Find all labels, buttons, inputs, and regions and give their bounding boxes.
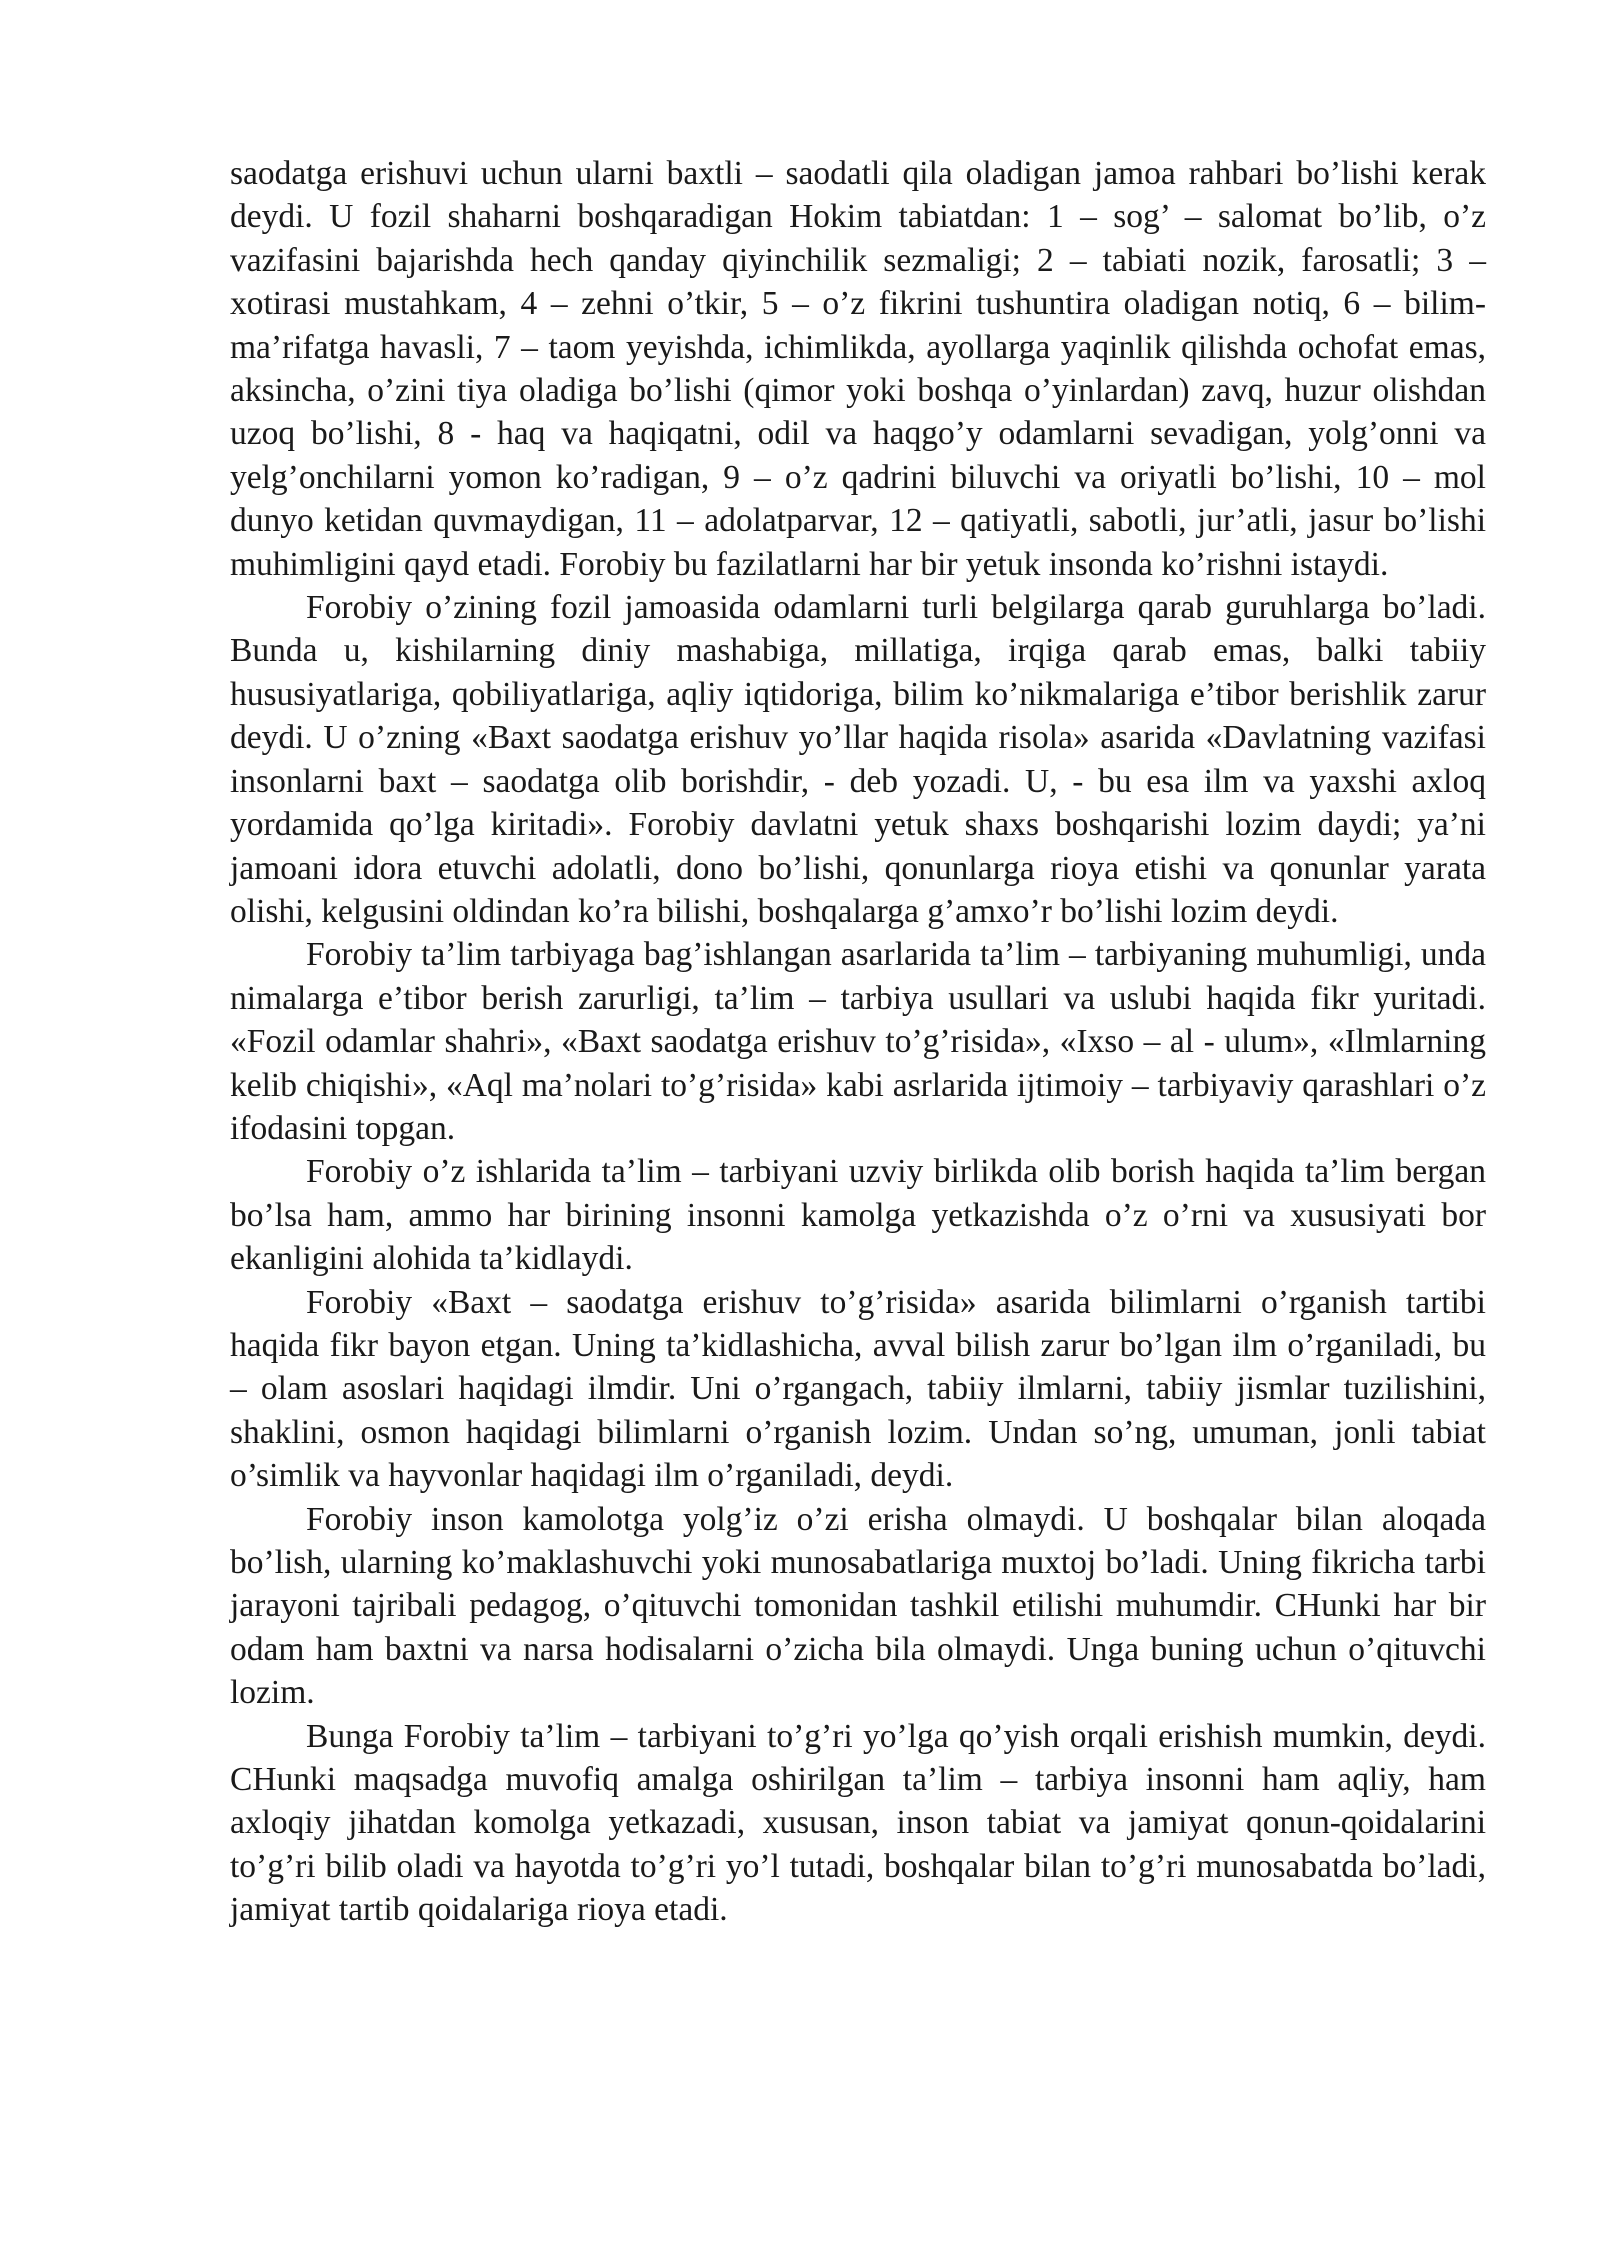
- paragraph: Forobiy o’zining fozil jamoasida odamlarni turli belgilarga qarab guruhlarga bo’ladi. Bunda u, kishilarning diniy mashabiga, millatiga, irqiga qarab emas, balki tabiiy hususiyatlariga, qobiliyatlariga, aqliy iqtidoriga, bilim ko’nikmalariga e’tibor berishlik zarur deydi. U o’zning «Baxt saodatga erishuv yo’llar haqida risola» asarida «Davlatning vazifasi insonlarni baxt – saodatga olib borishdir, - deb yozadi. U, - bu esa ilm va yaxshi axloq yordamida qo’lga kiritadi». Forobiy davlatni yetuk shaxs boshqarishi lozim daydi; ya’ni jamoani idora etuvchi adolatli, dono bo’lishi, qonunlarga rioya etishi va qonunlar yarata olishi, kelgusini oldindan ko’ra bilishi, boshqalarga g’amxo’r bo’lishi lozim deydi.: [230, 589, 1486, 930]
- paragraph: saodatga erishuvi uchun ularni baxtli – saodatli qila oladigan jamoa rahbari bo’lishi kerak deydi. U fozil shaharni boshqaradigan Hokim tabiatdan: 1 – sog’ – salomat bo’lib, o’z vazifasini bajarishda hech qanday qiyinchilik sezmaligi; 2 – tabiati nozik, farosatli; 3 – xotirasi mustahkam, 4 – zehni o’tkir, 5 – o’z fikrini tushuntira oladigan notiq, 6 – bilim-ma’rifatga havasli, 7 – taom yeyishda, ichimlikda, ayollarga yaqinlik qilishda ochofat emas, aksincha, o’zini tiya oladiga bo’lishi (qimor yoki boshqa o’yinlardan) zavq, huzur olishdan uzoq bo’lishi, 8 - haq va haqiqatni, odil va haqgo’y odamlarni sevadigan, yolg’onni va yelg’onchilarni yomon ko’radigan, 9 – o’z qadrini biluvchi va oriyatli bo’lishi, 10 – mol dunyo ketidan quvmaydigan, 11 – adolatparvar, 12 – qatiyatli, sabotli, jur’atli, jasur bo’lishi muhimligini qayd etadi. Forobiy bu fazilatlarni har bir yetuk insonda ko’rishni istaydi.: [230, 155, 1486, 583]
- paragraph: Forobiy o’z ishlarida ta’lim – tarbiyani uzviy birlikda olib borish haqida ta’lim bergan bo’lsa ham, ammo har birining insonni kamolga yetkazishda o’z o’rni va xususiyati bor ekanligini alohida ta’kidlaydi.: [230, 1153, 1486, 1278]
- paragraph: Forobiy ta’lim tarbiyaga bag’ishlangan asarlarida ta’lim – tarbiyaning muhumligi, unda nimalarga e’tibor berish zarurligi, ta’lim – tarbiya usullari va uslubi haqida fikr yuritadi. «Fozil odamlar shahri», «Baxt saodatga erishuv to’g’risida», «Ixso – al - ulum», «Ilmlarning kelib chiqishi», «Aql ma’nolari to’g’risida» kabi asrlarida ijtimoiy – tarbiyaviy qarashlari o’z ifodasini topgan.: [230, 936, 1486, 1147]
- document-page: [230, 152, 1486, 1932]
- paragraph: Forobiy inson kamolotga yolg’iz o’zi erisha olmaydi. U boshqalar bilan aloqada bo’lish, ularning ko’maklashuvchi yoki munosabatlariga muxtoj bo’ladi. Uning fikricha tarbi jarayoni tajribali pedagog, o’qituvchi tomonidan tashkil etilishi muhumdir. CHunki har bir odam ham baxtni va narsa hodisalarni o’zicha bila olmaydi. Unga buning uchun o’qituvchi lozim.: [230, 1500, 1486, 1712]
- paragraph: Forobiy «Baxt – saodatga erishuv to’g’risida» asarida bilimlarni o’rganish tartibi haqida fikr bayon etgan. Uning ta’kidlashicha, avval bilish zarur bo’lgan ilm o’rganiladi, bu – olam asoslari haqidagi ilmdir. Uni o’rgangach, tabiiy ilmlarni, tabiiy jismlar tuzilishini, shaklini, osmon haqidagi bilimlarni o’rganish lozim. Undan so’ng, umuman, jonli tabiat o’simlik va hayvonlar haqidagi ilm o’rganiladi, deydi.: [230, 1283, 1486, 1495]
- paragraph: Bunga Forobiy ta’lim – tarbiyani to’g’ri yo’lga qo’yish orqali erishish mumkin, deydi. CHunki maqsadga muvofiq amalga oshirilgan ta’lim – tarbiya insonni ham aqliy, ham axloqiy jihatdan komolga yetkazadi, xususan, inson tabiat va jamiyat qonun-qoidalarini to’g’ri bilib oladi va hayotda to’g’ri yo’l tutadi, boshqalar bilan to’g’ri munosabatda bo’ladi, jamiyat tartib qoidalariga rioya etadi.: [230, 1717, 1486, 1929]
